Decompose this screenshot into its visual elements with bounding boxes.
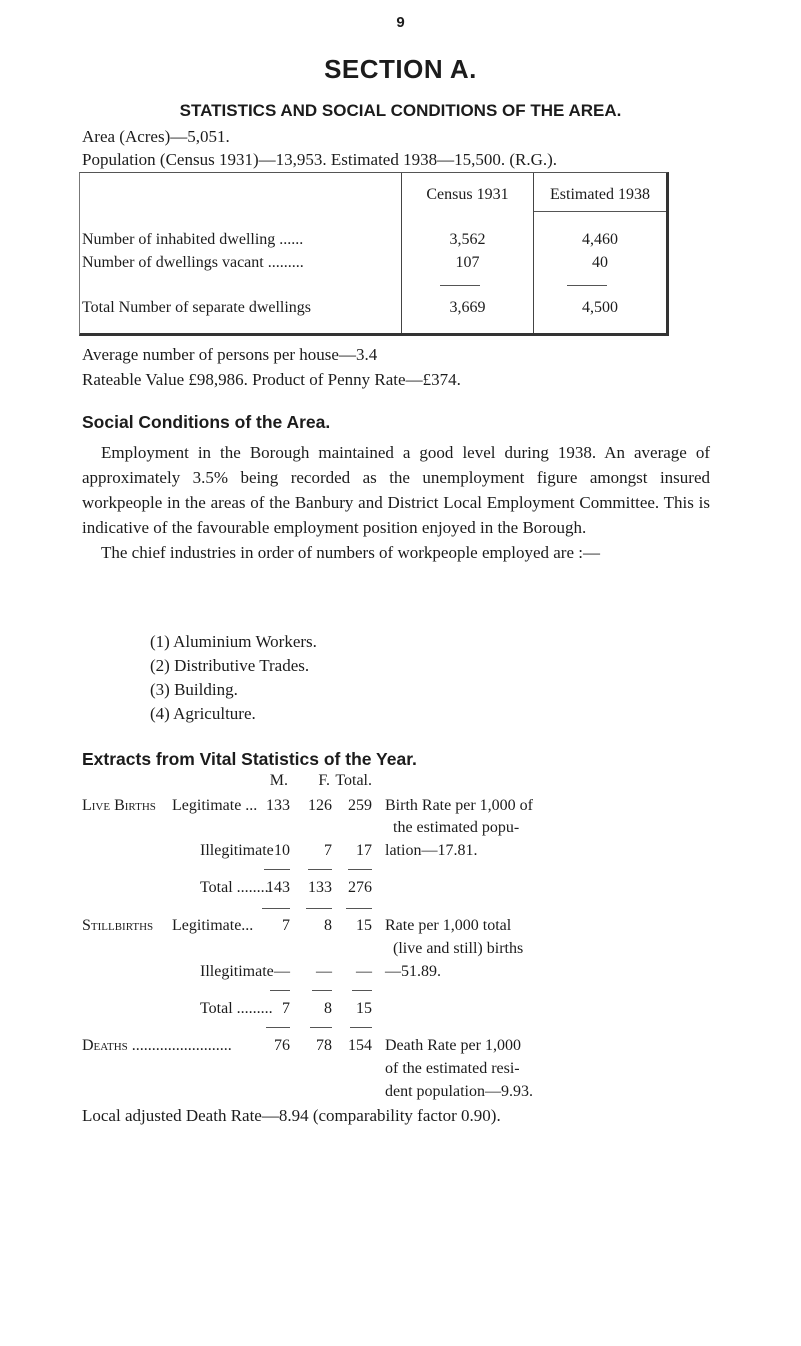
social-heading: Social Conditions of the Area.: [82, 412, 331, 432]
stillbirths-label: Stillbirths: [82, 917, 154, 934]
row-label-vacant: Number of dwellings vacant .........: [82, 254, 304, 271]
vital-cell: 133: [308, 879, 332, 896]
vital-row-label: Legitimate ...: [172, 797, 258, 814]
population-line: Population (Census 1931)—13,953. Estimated 1938—15,500. (R.G.).: [82, 150, 558, 169]
deaths-label: Deaths .........................: [82, 1037, 232, 1054]
vital-cell: 76: [274, 1037, 290, 1054]
header-estimated: Estimated 1938: [550, 186, 650, 203]
vital-cell: 143: [266, 879, 290, 896]
stillbirth-rate-note: Rate per 1,000 total: [385, 917, 512, 934]
vital-heading: Extracts from Vital Statistics of the Year.: [82, 749, 417, 769]
cell-census-vacant: 107: [455, 254, 480, 271]
social-text: [82, 440, 710, 565]
vital-cell: 15: [356, 917, 372, 934]
social-paragraph-1: Employment in the Borough maintained a good level during 1938. An average of approximately 3.5% being recorded as the unemployment figure amongst insured workpeople in the areas of the Banbury and District Local Employment Committee. This is indicative of the favourable employment position enjoyed in the Borough.: [82, 443, 710, 537]
vital-cell: 7: [324, 842, 332, 859]
death-rate-note: dent population—9.93.: [385, 1083, 533, 1100]
vital-cell: 126: [308, 797, 332, 814]
death-rate-note: Death Rate per 1,000: [385, 1037, 521, 1054]
page-number: 9: [396, 14, 405, 31]
industry-item: (1) Aluminium Workers.: [150, 632, 317, 651]
vital-row-label: Total .........: [200, 1000, 273, 1017]
avg-persons-line: Average number of persons per house—3.4: [82, 345, 378, 364]
section-title: SECTION A.: [324, 54, 477, 84]
vital-cell: 10: [274, 842, 290, 859]
stillbirth-rate-note: (live and still) births: [393, 940, 524, 957]
adjusted-death-rate-line: Local adjusted Death Rate—8.94 (comparability factor 0.90).: [82, 1106, 501, 1125]
vital-cell: 17: [356, 842, 372, 859]
vital-cell: 276: [348, 879, 372, 896]
vital-cell: 8: [324, 917, 332, 934]
industry-item: (4) Agriculture.: [150, 704, 256, 723]
vital-row-label: Illegitimate: [200, 963, 274, 980]
cell-estimated-total: 4,500: [582, 299, 618, 316]
vital-row-label: Total .........: [200, 879, 273, 896]
vital-cell: 154: [348, 1037, 372, 1054]
row-label-total: Total Number of separate dwellings: [82, 299, 312, 316]
live-births-label: Live Births: [82, 797, 156, 814]
cell-estimated-vacant: 40: [592, 254, 608, 271]
col-header-m: M.: [269, 772, 288, 789]
stillbirth-rate-note: —51.89.: [385, 963, 441, 980]
vital-cell: —: [274, 963, 290, 980]
vital-cell: 8: [324, 1000, 332, 1017]
col-header-total: Total.: [335, 772, 372, 789]
header-census: Census 1931: [426, 186, 509, 203]
death-rate-note: of the estimated resi-: [385, 1060, 520, 1077]
rateable-line: Rateable Value £98,986. Product of Penny Rate—£374.: [82, 370, 461, 389]
industry-item: (3) Building.: [150, 680, 238, 699]
vital-cell: 7: [282, 1000, 290, 1017]
vital-cell: —: [316, 963, 332, 980]
vital-cell: 15: [356, 1000, 372, 1017]
vital-row-label: Legitimate...: [172, 917, 254, 934]
vital-cell: 259: [348, 797, 372, 814]
vital-cell: —: [356, 963, 372, 980]
vital-row-label: Illegitimate: [200, 842, 274, 859]
vital-cell: 7: [282, 917, 290, 934]
area-line: Area (Acres)—5,051.: [82, 127, 230, 146]
birth-rate-note: Birth Rate per 1,000 of: [385, 797, 533, 814]
birth-rate-note: the estimated popu-: [393, 819, 520, 836]
birth-rate-note: lation—17.81.: [385, 842, 478, 859]
housing-table: [79, 172, 669, 336]
social-paragraph-2: The chief industries in order of numbers of workpeople employed are :—: [101, 543, 600, 562]
industry-item: (2) Distributive Trades.: [150, 656, 310, 675]
row-label-inhabited: Number of inhabited dwelling ......: [82, 231, 304, 248]
col-header-f: F.: [318, 772, 330, 789]
cell-census-inhabited: 3,562: [449, 231, 486, 248]
section-subtitle: STATISTICS AND SOCIAL CONDITIONS OF THE AREA.: [179, 101, 622, 120]
cell-estimated-inhabited: 4,460: [582, 231, 618, 248]
vital-cell: 78: [316, 1037, 332, 1054]
cell-census-total: 3,669: [449, 299, 486, 316]
vital-cell: 133: [266, 797, 290, 814]
